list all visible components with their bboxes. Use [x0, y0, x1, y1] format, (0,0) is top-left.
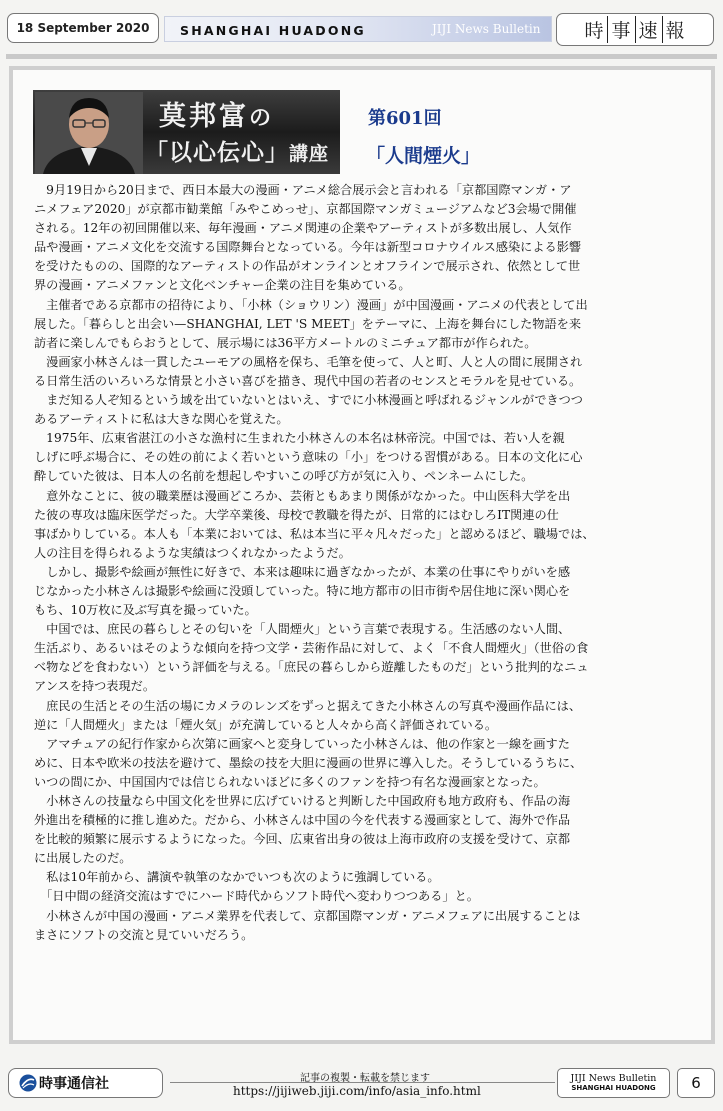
brand-char: 速	[635, 16, 662, 43]
article-line: 品や漫画・アニメ文化を交流する国際舞台となっている。今年は新型コロナウイルス感染による影響	[34, 240, 582, 255]
article-line: 生活ぶり、あるいはそのような傾向を持つ文学・芸術作品に対して、よく「不食人間煙火」（世俗の食	[34, 641, 589, 656]
article-line: 1975年、広東省湛江の小さな漁村に生まれた小林さんの本名は林帝浣。中国では、若い人を親	[34, 431, 565, 446]
article-line: いつの間にか、中国国内では信じられないほどに多くのファンを持つ有名な漫画家となった。	[34, 774, 546, 789]
company-name: SHANGHAI HUADONG	[180, 23, 366, 38]
footer-bulletin-name: JIJI News Bulletin	[570, 1073, 657, 1084]
brand-char: 事	[607, 16, 634, 43]
article-line: 酔していた彼は、日本人の名前を想起しやすいこの呼び方が気に入り、ペンネームにした。	[34, 469, 534, 484]
article-line: アマチュアの紀行作家から次第に画家へと変身していった小林さんは、他の作家と一線を画すた	[34, 736, 570, 751]
article-line: あるアーティストに私は大きな関心を覚えた。	[34, 412, 289, 427]
article-line: 意外なことに、彼の職業歴は漫画どころか、芸術ともあまり関係がなかった。中山医科大学を出	[34, 488, 571, 503]
article-line: しかし、撮影や絵画が無性に好きで、本来は趣味に過ぎなかったが、本業の仕事にやりがいを感	[34, 564, 571, 579]
article-line: めに、日本や欧米の技法を避けて、墨絵の技を大胆に漫画の世界に導入した。そうしているうちに、	[34, 755, 583, 770]
footer-bulletin	[557, 1068, 670, 1098]
page-number: 6	[677, 1068, 715, 1098]
article-line: 逆に「人間煙火」または「煙火気」が充満していると人々から高く評価されている。	[34, 717, 498, 732]
article-line: べ物などを食わない）という評価を与える。「庶民の暮らしから遊離したものだ」という批判的なニュ	[34, 660, 589, 675]
brand-char: 報	[662, 16, 689, 43]
article-line: される。12年の初回開催以来、毎年漫画・アニメ関連の企業やアーティストが多数出展し、人気作	[34, 221, 572, 236]
author-name: 莫邦富	[159, 101, 249, 132]
article-line: 中国では、庶民の暮らしとその匂いを「人間煙火」という言葉で表現する。生活感のない人間、	[34, 622, 571, 637]
article-line: た彼の専攻は臨床医学だった。大学卒業後、母校で教職を得たが、日常的にはむしろIT関連の仕	[34, 507, 559, 522]
article-line: ニメフェア2020」が京都市勧業館「みやこめっせ」、京都国際マンガミュージアムなど3会場で開催	[34, 202, 577, 217]
article-line: る日常生活のいろいろな情景と小さい喜びを描き、現代中国の若者のセンスとモラルを見せている。	[34, 373, 582, 388]
banner-author-name	[159, 94, 274, 133]
article-line: 訪者に楽しんでもらおうとして、展示場には36平方メートルのミニチュア都市が作られた。	[34, 335, 537, 350]
article-line: 人の注目を得られるような実績はつくれなかったようだ。	[34, 545, 351, 560]
article-line: 庶民の生活とその生活の場にカメラのレンズをずっと据えてきた小林さんの写真や漫画作品には、	[34, 698, 582, 713]
banner-column-title	[145, 134, 329, 167]
copyright-notice: 記事の複製・転載を禁じます	[300, 1073, 430, 1084]
column-name: 「以心伝心」	[145, 139, 289, 166]
article-body	[34, 181, 690, 945]
issue-date: 18 September 2020	[7, 13, 159, 43]
article-line: 漫画家小林さんは一貫したユーモアの風格を保ち、毛筆を使って、人と町、人と人の間に展開され	[34, 354, 583, 369]
article-line: 小林さんの技量なら中国文化を世界に広げていけると判断した中国政府も地方政府も、作品の海	[34, 794, 571, 808]
agency-logo	[8, 1068, 163, 1098]
article-line: まさにソフトの交流と見ていいだろう。	[34, 927, 254, 942]
article-line: に出展したのだ。	[34, 851, 132, 866]
article-line: 小林さんが中国の漫画・アニメ業界を代表して、京都国際マンガ・アニメフェアに出展することは	[34, 908, 581, 923]
article-line: じなかった小林さんは撮影や絵画に没頭していった。特に地方都市の旧市街や居住地に深い関心を	[34, 583, 571, 598]
bulletin-name: JIJI News Bulletin	[432, 22, 541, 36]
article-line: を比較的頻繁に展示するようになった。今回、広東省出身の彼は上海市政府の支援を受けて、京都	[34, 832, 571, 847]
article-line: まだ知る人ぞ知るという域を出ていないとはいえ、すでに小林漫画と呼ばれるジャンルができつつ	[34, 393, 583, 408]
brand-title	[556, 13, 714, 46]
article-line: 9月19日から20日まで、西日本最大の漫画・アニメ総合展示会と言われる「京都国際マンガ・ア	[34, 183, 572, 197]
footer-url[interactable]: https://jijiweb.jiji.com/info/asia_info.html	[233, 1084, 481, 1098]
brand-char: 時	[584, 20, 605, 42]
column-suffix: 講座	[289, 143, 330, 165]
column-banner	[33, 90, 340, 174]
article-line: 外進出を積極的に推し進めた。だから、小林さんは中国の今を代表する漫画家として、海外で作品	[34, 813, 571, 828]
article-line: 界の漫画・アニメファンと文化ベンチャー企業の注目を集めている。	[34, 278, 411, 293]
globe-icon	[19, 1074, 37, 1092]
article-line: もち、10万枚に及ぶ写真を撮っていた。	[34, 603, 257, 618]
author-portrait	[35, 92, 143, 174]
header-divider	[6, 54, 717, 59]
article-line: 主催者である京都市の招待により、「小林（ショウリン）漫画」が中国漫画・アニメの代表として出	[34, 297, 588, 312]
banner-particle: の	[249, 105, 275, 131]
article-line: を受けたものの、国際的なアーティストの作品がオンラインとオフラインで展示され、依然として世	[34, 259, 581, 274]
article-line: しげに呼ぶ場合に、その姓の前によく若いという意味の「小」をつける習慣がある。日本の文化に心	[34, 450, 583, 465]
footer-company-name: SHANGHAI HUADONG	[571, 1084, 656, 1092]
episode-number: 第601回	[368, 108, 442, 129]
article-line: 事ばかりしている。本人も「本業においては、私は本当に平々凡々だった」と認めるほど、職場では、	[34, 526, 595, 541]
article-line: 私は10年前から、講演や執筆のなかでいつも次のように強調している。	[34, 870, 440, 885]
article-line: 展した。「暮らしと出会い—SHANGHAI, LET 'S MEET」をテーマに、上海を舞台にした物語を来	[34, 316, 582, 331]
article-line: 「日中間の経済交流はすでにハード時代からソフト時代へ変わりつつある」と。	[34, 889, 479, 904]
episode-title: 「人間煙火」	[366, 145, 481, 167]
agency-name: 時事通信社	[39, 1076, 109, 1092]
article-line: アンスを持つ表現だ。	[34, 679, 156, 694]
